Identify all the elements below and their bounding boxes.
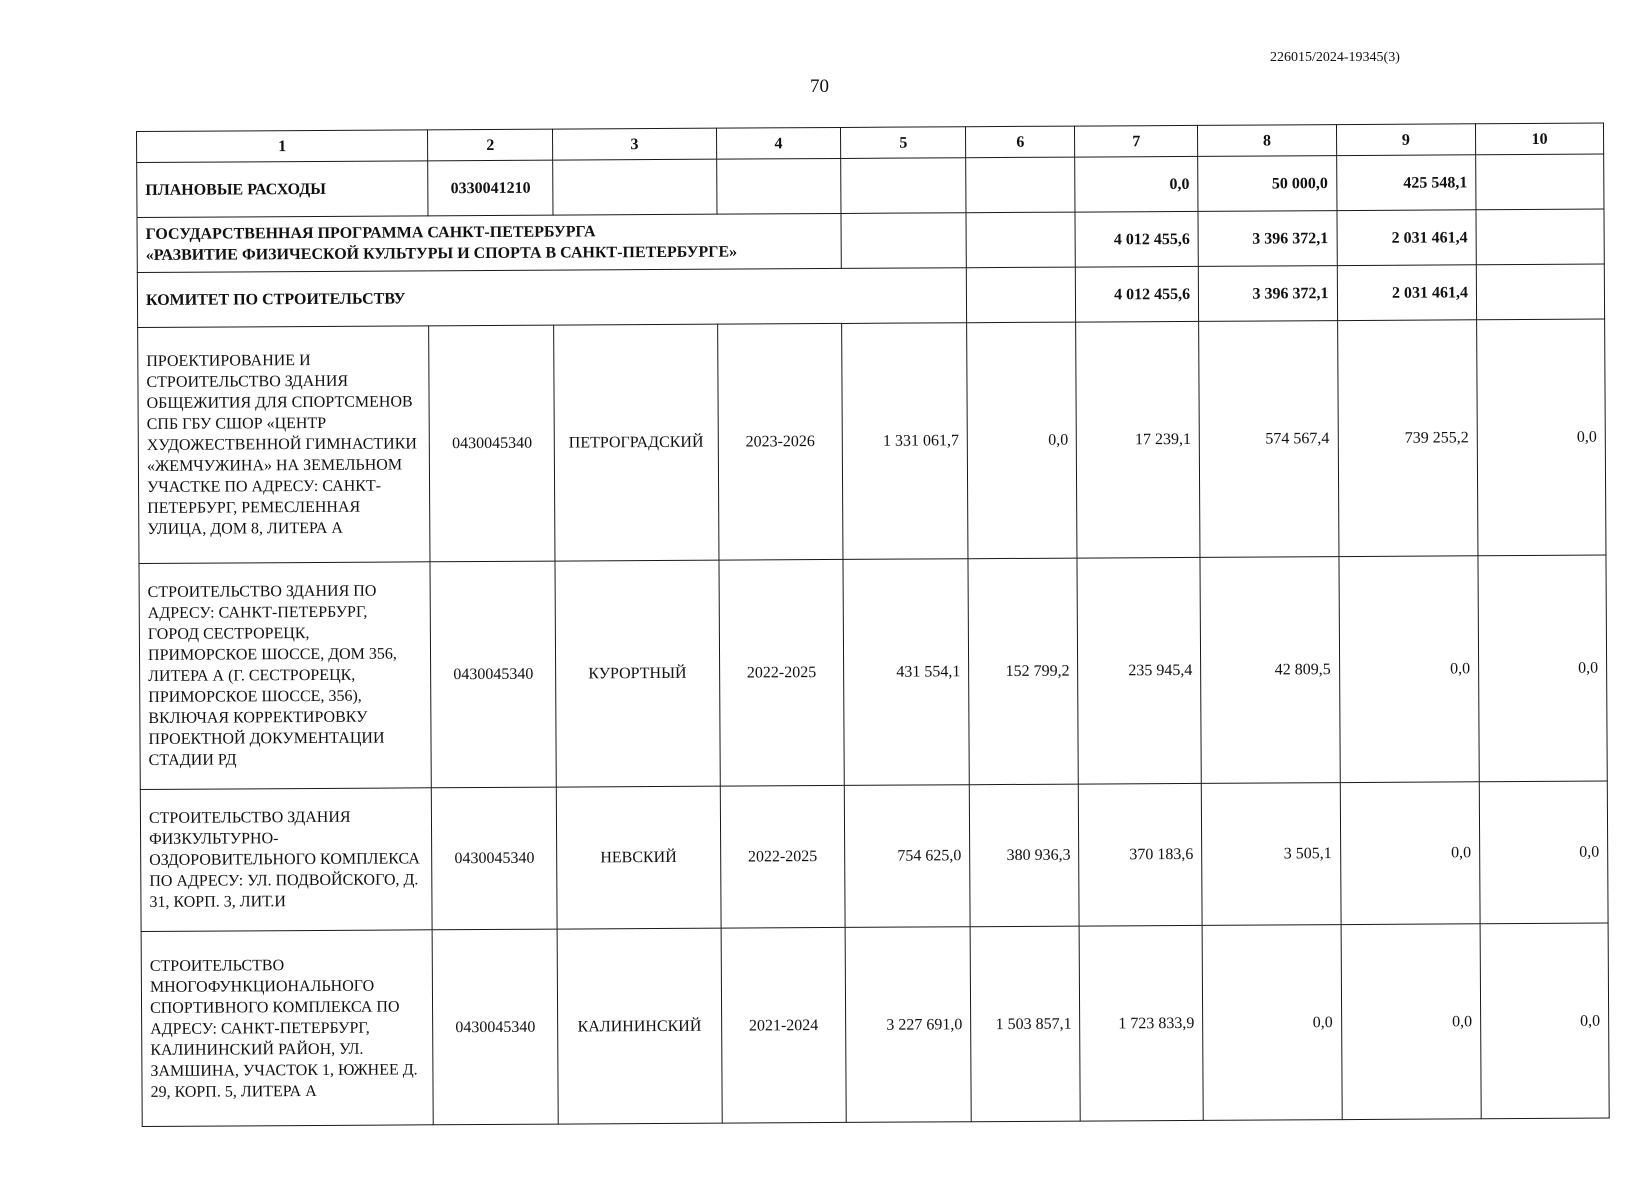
budget-code: 0430045340 (430, 561, 556, 788)
page-number: 70 (810, 76, 829, 97)
program-col8: 3 396 372,1 (1198, 211, 1337, 267)
district: ПЕТРОГРАДСКИЙ (554, 324, 719, 561)
planned-expenses-col8: 50 000,0 (1198, 156, 1337, 212)
committee-col7: 4 012 455,6 (1076, 266, 1199, 322)
planned-expenses-col7: 0,0 (1075, 156, 1198, 212)
object-name: СТРОИТЕЛЬСТВО ЗДАНИЯ ПО АДРЕСУ: САНКТ-ПЕТЕРБУРГ, ГОРОД СЕСТРОРЕЦК, ПРИМОРСКОЕ ШОССЕ, ДОМ 356, ЛИТЕРА А (Г. СЕСТРОРЕЦК, ПРИМОРСКОЕ ШОССЕ, 356), ВКЛЮЧАЯ КОРРЕКТИРОВКУ ПРОЕКТНОЙ ДОКУМЕНТАЦИИ СТАДИИ РД (139, 562, 432, 790)
program-col9: 2 031 461,4 (1337, 210, 1477, 266)
column-header: 8 (1198, 125, 1337, 157)
program-row (137, 209, 1604, 272)
col10-value: 0,0 (1480, 923, 1609, 1119)
budget-table (136, 123, 1610, 1127)
planned-expenses-col9: 425 548,1 (1336, 155, 1476, 211)
table-row (139, 555, 1607, 789)
col8-value: 574 567,4 (1199, 321, 1339, 558)
col7-value: 1 723 833,9 (1080, 925, 1204, 1121)
col10-value: 0,0 (1478, 555, 1607, 782)
committee-label: КОМИТЕТ ПО СТРОИТЕЛЬСТВУ (137, 268, 966, 328)
col10-value: 0,0 (1479, 781, 1608, 924)
column-header: 3 (553, 128, 717, 160)
column-header: 6 (966, 126, 1075, 158)
col8-value: 0,0 (1202, 925, 1341, 1121)
col5-value: 431 554,1 (843, 559, 969, 786)
col8-value: 3 505,1 (1201, 783, 1340, 926)
period: 2021-2024 (721, 927, 847, 1123)
period: 2022-2025 (720, 785, 846, 928)
district: КАЛИНИНСКИЙ (557, 928, 721, 1124)
column-header: 9 (1336, 124, 1476, 156)
program-title-line1: ГОСУДАРСТВЕННАЯ ПРОГРАММА САНКТ-ПЕТЕРБУРГА (145, 223, 596, 243)
program-col7: 4 012 455,6 (1075, 211, 1198, 267)
col7-value: 235 945,4 (1077, 557, 1201, 784)
program-title (137, 213, 842, 272)
object-name: ПРОЕКТИРОВАНИЕ И СТРОИТЕЛЬСТВО ЗДАНИЯ ОБЩЕЖИТИЯ ДЛЯ СПОРТСМЕНОВ СПБ ГБУ СШОР «ЦЕНТР ХУДОЖЕСТВЕННОЙ ГИМНАСТИКИ «ЖЕМЧУЖИНА» НА ЗЕМЕЛЬНОМ УЧАСТКЕ ПО АДРЕСУ: САНКТ-ПЕТЕРБУРГ, РЕМЕСЛЕННАЯ УЛИЦА, ДОМ 8, ЛИТЕРА А (138, 326, 431, 564)
column-header: 2 (428, 129, 553, 161)
col6-value: 380 936,3 (969, 784, 1079, 927)
col8-value: 42 809,5 (1200, 557, 1340, 784)
budget-code: 0430045340 (432, 787, 558, 930)
column-header: 5 (841, 127, 966, 159)
col7-value: 370 183,6 (1079, 783, 1203, 926)
district: НЕВСКИЙ (556, 786, 720, 929)
column-header: 10 (1475, 123, 1603, 155)
document-id: 226015/2024-19345(3) (1270, 50, 1400, 65)
period: 2022-2025 (718, 559, 844, 786)
period: 2023-2026 (717, 323, 843, 560)
budget-code: 0430045340 (432, 929, 558, 1125)
col6-value: 1 503 857,1 (970, 926, 1080, 1122)
object-name: СТРОИТЕЛЬСТВО ЗДАНИЯ ФИЗКУЛЬТУРНО-ОЗДОРОВИТЕЛЬНОГО КОМПЛЕКСА ПО АДРЕСУ: УЛ. ПОДВОЙСКОГО, Д. 31, КОРП. 3, ЛИТ.И (140, 788, 432, 932)
col9-value: 0,0 (1340, 782, 1480, 925)
committee-col9: 2 031 461,4 (1337, 265, 1477, 321)
planned-expenses-label: ПЛАНОВЫЕ РАСХОДЫ (137, 161, 429, 218)
col10-value: 0,0 (1477, 319, 1606, 556)
object-name: СТРОИТЕЛЬСТВО МНОГОФУНКЦИОНАЛЬНОГО СПОРТИВНОГО КОМПЛЕКСА ПО АДРЕСУ: САНКТ-ПЕТЕРБУРГ, КАЛИНИНСКИЙ РАЙОН, УЛ. ЗАМШИНА, УЧАСТОК 1, ЮЖНЕЕ Д. 29, КОРП. 5, ЛИТЕРА А (141, 930, 433, 1127)
budget-code: 0430045340 (429, 325, 555, 562)
col5-value: 1 331 061,7 (842, 323, 968, 560)
column-header: 7 (1075, 125, 1198, 157)
planned-expenses-code: 0330041210 (428, 160, 553, 216)
table-row (140, 781, 1608, 931)
planned-expenses-row (137, 154, 1604, 217)
col5-value: 3 227 691,0 (845, 927, 971, 1123)
program-title-line2: «РАЗВИТИЕ ФИЗИЧЕСКОЙ КУЛЬТУРЫ И СПОРТА В САНКТ-ПЕТЕРБУРГЕ» (145, 243, 738, 264)
column-header: 1 (137, 130, 428, 163)
committee-col8: 3 396 372,1 (1198, 266, 1337, 322)
col9-value: 0,0 (1339, 556, 1480, 783)
district: КУРОРТНЫЙ (555, 560, 720, 787)
table-row (138, 319, 1606, 563)
col6-value: 152 799,2 (968, 558, 1079, 785)
col7-value: 17 239,1 (1076, 321, 1200, 558)
col9-value: 0,0 (1341, 924, 1482, 1120)
table-row (141, 923, 1609, 1126)
committee-row (137, 264, 1604, 327)
col9-value: 739 255,2 (1337, 320, 1478, 557)
column-header: 4 (716, 127, 841, 159)
col6-value: 0,0 (967, 322, 1078, 559)
col5-value: 754 625,0 (845, 785, 971, 928)
